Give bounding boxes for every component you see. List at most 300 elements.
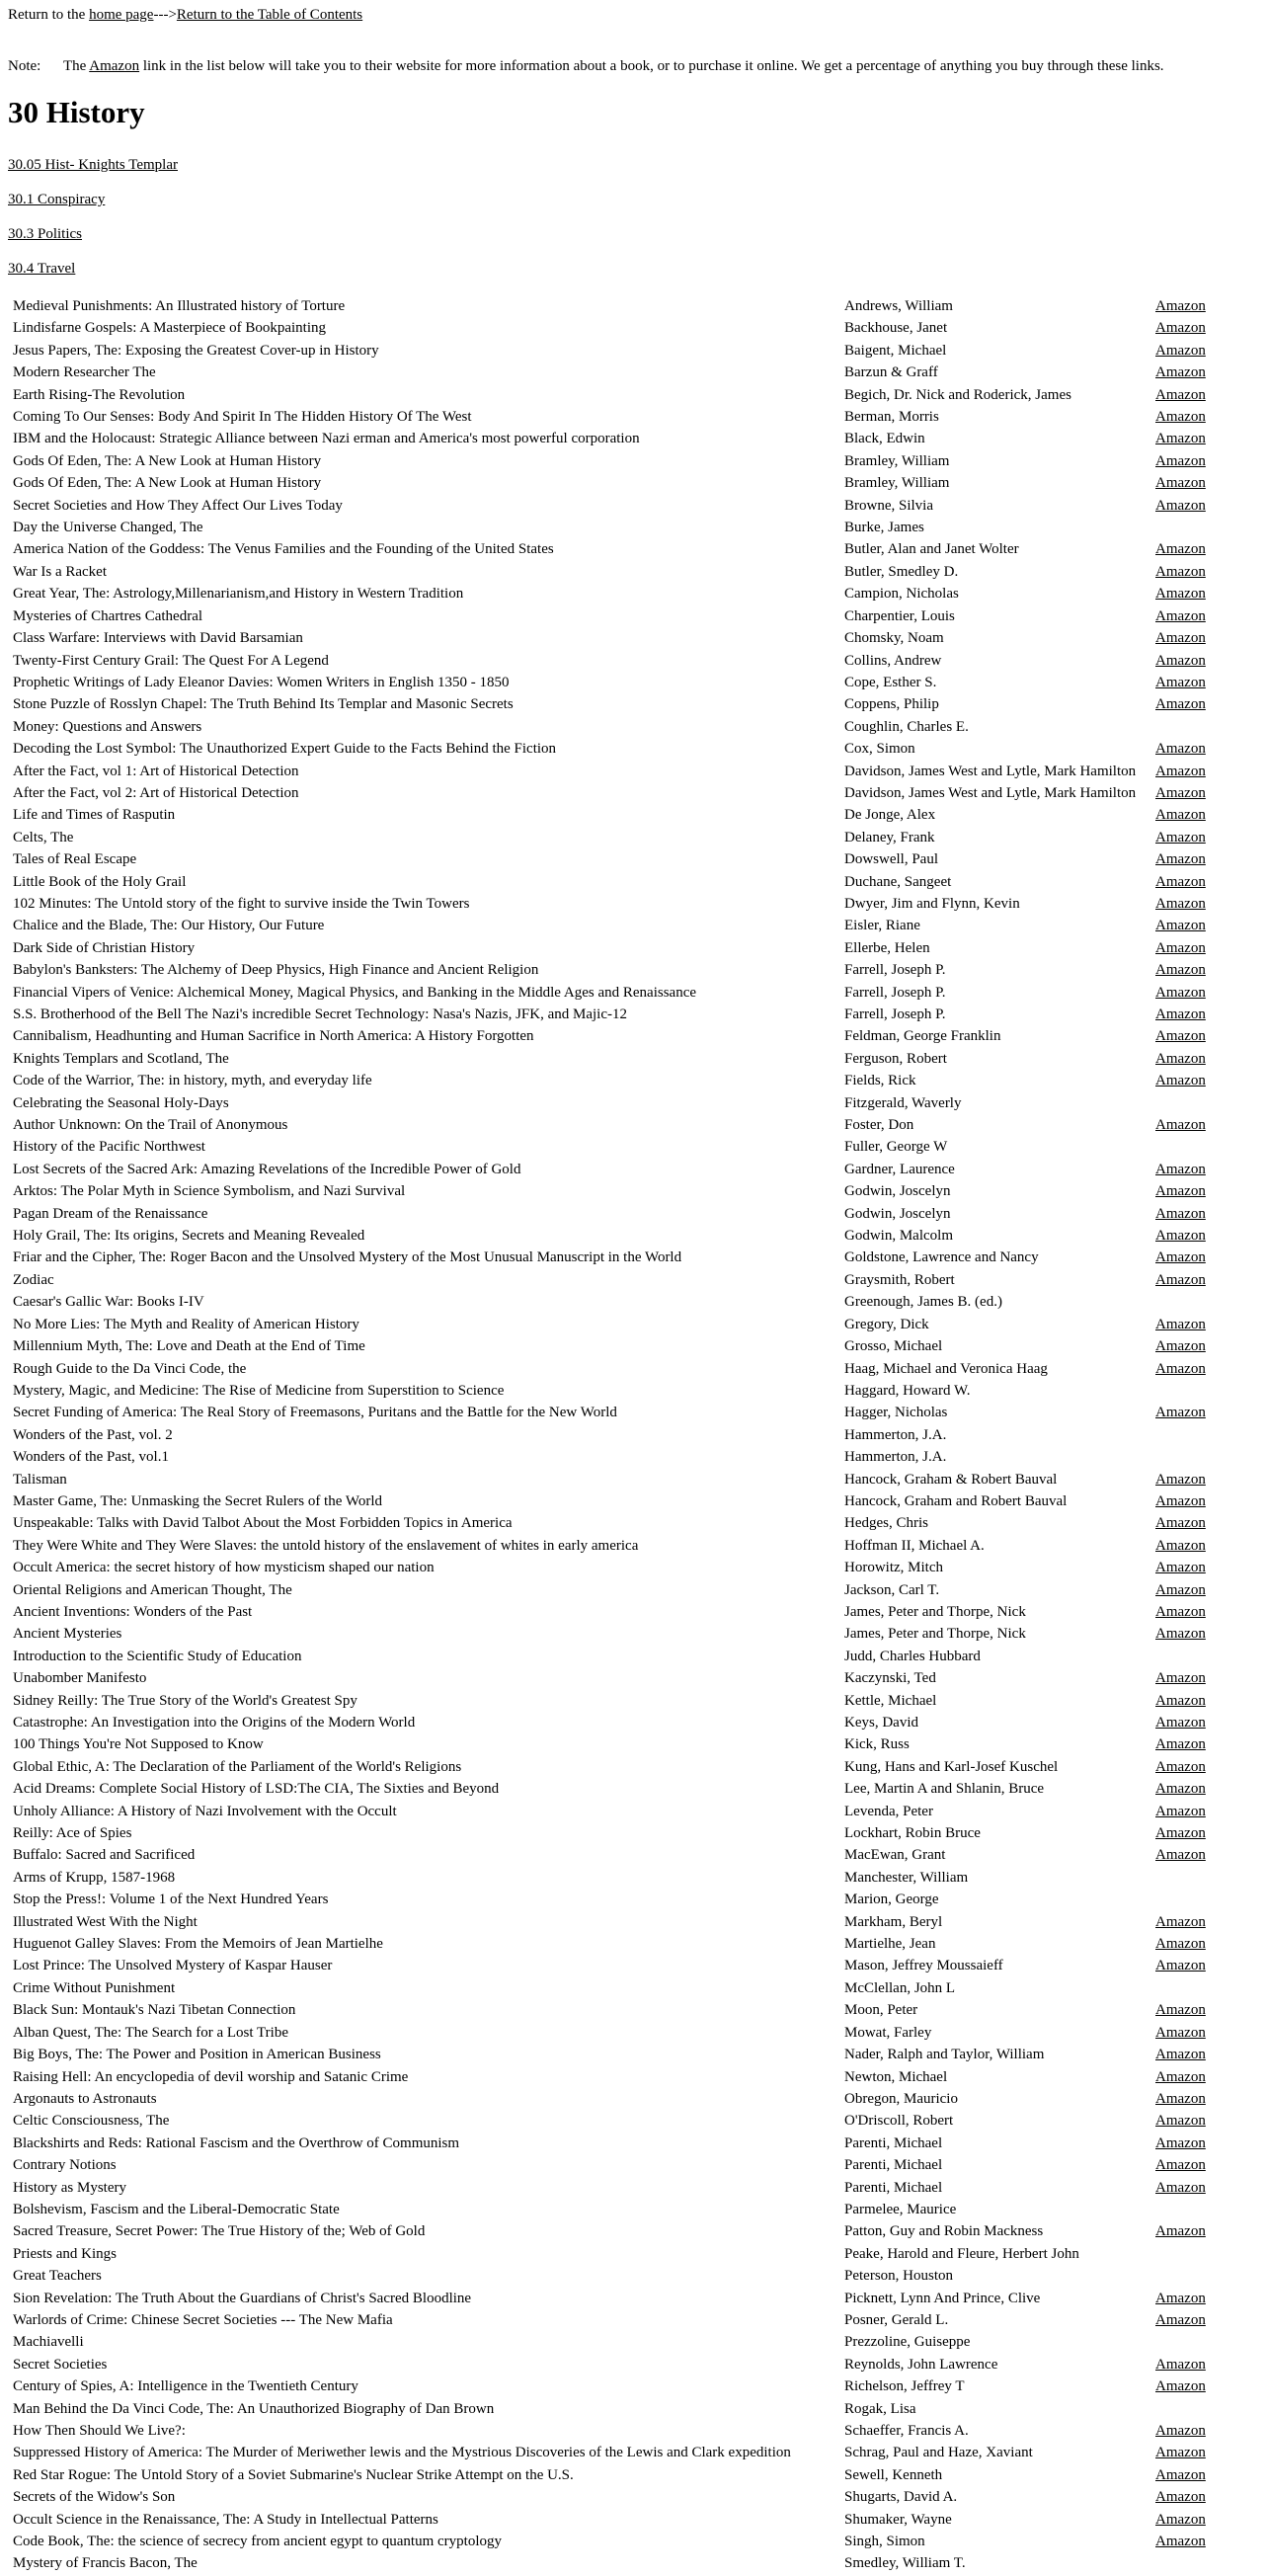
- book-author: Fields, Rick: [844, 1073, 916, 1089]
- table-row: [12, 341, 1266, 361]
- subsection-link-travel[interactable]: 30.4 Travel: [8, 261, 76, 277]
- book-link-cell: [1154, 2200, 1266, 2219]
- book-link-cell: [1154, 1536, 1266, 1556]
- book-link-cell: [1154, 1513, 1266, 1533]
- book-title: Ancient Mysteries: [13, 1626, 122, 1643]
- table-row: [12, 938, 1266, 958]
- amazon-link[interactable]: Amazon: [1155, 2024, 1206, 2041]
- amazon-link[interactable]: Amazon: [1155, 1249, 1206, 1266]
- book-link-cell: [1154, 894, 1266, 914]
- book-author: Newton, Michael: [844, 2068, 948, 2085]
- table-row: [12, 1934, 1266, 1954]
- book-title: Pagan Dream of the Renaissance: [13, 1205, 208, 1222]
- book-title: Code Book, The: the science of secrecy from ancient egypt to quantum cryptology: [13, 2534, 502, 2550]
- subsection-link-conspiracy[interactable]: 30.1 Conspiracy: [8, 192, 106, 207]
- table-row: [12, 2266, 1266, 2286]
- amazon-link[interactable]: Amazon: [1155, 2068, 1206, 2085]
- book-author: Markham, Beryl: [844, 1913, 943, 1930]
- book-link-cell: [1154, 762, 1266, 781]
- book-link-cell: [1154, 2376, 1266, 2396]
- book-title: Celebrating the Seasonal Holy-Days: [13, 1094, 229, 1111]
- table-row: [12, 1160, 1266, 1179]
- amazon-link[interactable]: Amazon: [1155, 984, 1206, 1001]
- book-author: Patton, Guy and Robin Mackness: [844, 2223, 1044, 2240]
- amazon-link[interactable]: Amazon: [1155, 2090, 1206, 2107]
- amazon-link[interactable]: Amazon: [1155, 1936, 1206, 1953]
- book-title: Oriental Religions and American Thought, The: [13, 1581, 292, 1598]
- amazon-link[interactable]: Amazon: [1155, 364, 1206, 381]
- book-link-cell: [1154, 407, 1266, 427]
- amazon-link[interactable]: Amazon: [1155, 1626, 1206, 1643]
- amazon-link[interactable]: Amazon: [1155, 1758, 1206, 1775]
- book-title: Celts, The: [13, 829, 74, 845]
- table-row: [12, 606, 1266, 626]
- table-row: [12, 2111, 1266, 2131]
- amazon-link[interactable]: Amazon: [1155, 2223, 1206, 2240]
- table-row: [12, 518, 1266, 537]
- table-row: [12, 2399, 1266, 2419]
- table-row: [12, 1890, 1266, 1909]
- amazon-link[interactable]: Amazon: [1155, 1028, 1206, 1045]
- book-title: Stone Puzzle of Rosslyn Chapel: The Truth Behind Its Templar and Masonic Secrets: [13, 696, 514, 713]
- amazon-link[interactable]: Amazon: [1155, 939, 1206, 956]
- book-author: Foster, Don: [844, 1117, 914, 1134]
- book-link-cell: [1154, 1912, 1266, 1932]
- book-author: Marion, George: [844, 1892, 939, 1908]
- amazon-link[interactable]: Amazon: [1155, 2511, 1206, 2528]
- amazon-link[interactable]: Amazon: [1155, 2489, 1206, 2506]
- book-title: Black Sun: Montauk's Nazi Tibetan Connection: [13, 2002, 296, 2019]
- book-author: Lee, Martin A and Shlanin, Bruce: [844, 1781, 1045, 1798]
- book-author: Singh, Simon: [844, 2534, 925, 2550]
- book-title: Lost Prince: The Unsolved Mystery of Kaspar Hauser: [13, 1958, 333, 1974]
- amazon-link[interactable]: Amazon: [1155, 1692, 1206, 1709]
- book-author: Mowat, Farley: [844, 2024, 932, 2041]
- amazon-link[interactable]: Amazon: [1155, 2134, 1206, 2151]
- book-author: Hagger, Nicholas: [844, 1405, 948, 1421]
- book-title: Sion Revelation: The Truth About the Guardians of Christ's Sacred Bloodline: [13, 2290, 472, 2306]
- book-link-cell: [1154, 1934, 1266, 1954]
- amazon-link[interactable]: Amazon: [1155, 741, 1206, 758]
- book-link-cell: [1154, 1624, 1266, 1644]
- amazon-link[interactable]: Amazon: [1155, 674, 1206, 690]
- table-row: [12, 2200, 1266, 2219]
- book-link-cell: [1154, 1248, 1266, 1267]
- book-title: Alban Quest, The: The Search for a Lost Tribe: [13, 2024, 288, 2041]
- book-title: Decoding the Lost Symbol: The Unauthorized Expert Guide to the Facts Behind the Fiction: [13, 741, 557, 758]
- amazon-link[interactable]: Amazon: [1155, 2378, 1206, 2395]
- book-link-cell: [1154, 1292, 1266, 1312]
- amazon-link[interactable]: Amazon: [1155, 1958, 1206, 1974]
- amazon-link[interactable]: Amazon: [1155, 1715, 1206, 1731]
- book-author: Posner, Gerald L.: [844, 2311, 949, 2328]
- amazon-link[interactable]: Amazon: [1155, 1781, 1206, 1798]
- amazon-link[interactable]: Amazon: [1155, 452, 1206, 469]
- book-title: Jesus Papers, The: Exposing the Greatest Cover-up in History: [13, 342, 379, 359]
- amazon-link[interactable]: Amazon: [1155, 1492, 1206, 1509]
- note-amazon-link[interactable]: Amazon: [89, 58, 140, 74]
- book-author: Browne, Silvia: [844, 497, 933, 514]
- book-title: Money: Questions and Answers: [13, 718, 202, 735]
- book-author: Mason, Jeffrey Moussaieff: [844, 1958, 1003, 1974]
- amazon-link[interactable]: Amazon: [1155, 586, 1206, 603]
- amazon-link[interactable]: Amazon: [1155, 895, 1206, 912]
- book-author: Hedges, Chris: [844, 1515, 928, 1532]
- book-title: 100 Things You're Not Supposed to Know: [13, 1736, 264, 1753]
- table-row: [12, 2067, 1266, 2087]
- table-row: [12, 694, 1266, 714]
- book-link-cell: [1154, 1160, 1266, 1179]
- amazon-link[interactable]: Amazon: [1155, 873, 1206, 890]
- book-title: After the Fact, vol 2: Art of Historical Detection: [13, 784, 299, 801]
- book-link-cell: [1154, 2465, 1266, 2485]
- table-row: [12, 1978, 1266, 1998]
- amazon-link[interactable]: Amazon: [1155, 475, 1206, 492]
- book-title: Argonauts to Astronauts: [13, 2090, 157, 2107]
- book-title: Tales of Real Escape: [13, 851, 137, 868]
- book-title: History of the Pacific Northwest: [13, 1139, 205, 1156]
- book-title: Wonders of the Past, vol.1: [13, 1449, 169, 1466]
- book-author: Barzun & Graff: [844, 364, 938, 381]
- book-author: Godwin, Joscelyn: [844, 1205, 951, 1222]
- amazon-link[interactable]: Amazon: [1155, 630, 1206, 647]
- book-author: Eisler, Riane: [844, 918, 920, 934]
- table-row: [12, 407, 1266, 427]
- amazon-link[interactable]: Amazon: [1155, 320, 1206, 337]
- book-author: Grosso, Michael: [844, 1338, 943, 1355]
- amazon-link[interactable]: Amazon: [1155, 563, 1206, 580]
- amazon-link[interactable]: Amazon: [1155, 541, 1206, 558]
- book-title: Mysteries of Chartres Cathedral: [13, 607, 203, 624]
- amazon-link[interactable]: Amazon: [1155, 1560, 1206, 1576]
- book-link-cell: [1154, 673, 1266, 692]
- book-author: Campion, Nicholas: [844, 586, 959, 603]
- book-author: James, Peter and Thorpe, Nick: [844, 1626, 1026, 1643]
- amazon-link[interactable]: Amazon: [1155, 696, 1206, 713]
- book-link-cell: [1154, 1336, 1266, 1356]
- book-title: Chalice and the Blade, The: Our History, Our Future: [13, 918, 325, 934]
- book-link-cell: [1154, 2289, 1266, 2308]
- book-title: Unholy Alliance: A History of Nazi Involvement with the Occult: [13, 1803, 397, 1819]
- table-row: [12, 584, 1266, 604]
- book-link-cell: [1154, 2000, 1266, 2020]
- book-link-cell: [1154, 2487, 1266, 2507]
- amazon-link[interactable]: Amazon: [1155, 1581, 1206, 1598]
- book-link-cell: [1154, 1137, 1266, 1157]
- amazon-link[interactable]: Amazon: [1155, 1271, 1206, 1288]
- book-author: McClellan, John L: [844, 1979, 956, 1996]
- amazon-link[interactable]: Amazon: [1155, 1825, 1206, 1842]
- book-link-cell: [1154, 385, 1266, 405]
- book-author: Godwin, Joscelyn: [844, 1183, 951, 1200]
- amazon-link[interactable]: Amazon: [1155, 1316, 1206, 1332]
- book-title: Lindisfarne Gospels: A Masterpiece of Bookpainting: [13, 320, 327, 337]
- book-table-body: [12, 296, 1266, 2574]
- book-author: Feldman, George Franklin: [844, 1028, 1001, 1045]
- book-author: Dowswell, Paul: [844, 851, 938, 868]
- amazon-link[interactable]: Amazon: [1155, 1073, 1206, 1089]
- book-author: Davidson, James West and Lytle, Mark Hamilton: [844, 763, 1137, 779]
- book-link-cell: [1154, 518, 1266, 537]
- book-link-cell: [1154, 2155, 1266, 2175]
- amazon-note: [8, 57, 1260, 75]
- table-row: [12, 983, 1266, 1003]
- subsection-link-knights-templar[interactable]: 30.05 Hist- Knights Templar: [8, 157, 178, 173]
- amazon-link[interactable]: Amazon: [1155, 2179, 1206, 2196]
- book-link-cell: [1154, 1093, 1266, 1113]
- amazon-link[interactable]: Amazon: [1155, 1537, 1206, 1554]
- book-author: Levenda, Peter: [844, 1803, 933, 1819]
- book-title: Reilly: Ace of Spies: [13, 1825, 132, 1842]
- book-link-cell: [1154, 1558, 1266, 1577]
- book-author: Ferguson, Robert: [844, 1050, 947, 1067]
- amazon-link[interactable]: Amazon: [1155, 1006, 1206, 1022]
- amazon-link[interactable]: Amazon: [1155, 298, 1206, 314]
- book-title: Illustrated West With the Night: [13, 1913, 198, 1930]
- book-title: Occult Science in the Renaissance, The: A Study in Intellectual Patterns: [13, 2511, 438, 2528]
- table-row: [12, 2221, 1266, 2241]
- book-author: Delaney, Frank: [844, 829, 935, 845]
- table-row: [12, 1624, 1266, 1644]
- amazon-link[interactable]: Amazon: [1155, 2445, 1206, 2461]
- book-link-cell: [1154, 2244, 1266, 2264]
- book-author: Keys, David: [844, 1715, 918, 1731]
- amazon-link[interactable]: Amazon: [1155, 497, 1206, 514]
- book-author: Prezzoline, Guiseppe: [844, 2334, 971, 2351]
- table-row: [12, 451, 1266, 471]
- table-row: [12, 872, 1266, 892]
- amazon-link[interactable]: Amazon: [1155, 431, 1206, 447]
- table-row: [12, 1204, 1266, 1224]
- amazon-link[interactable]: Amazon: [1155, 607, 1206, 624]
- amazon-link[interactable]: Amazon: [1155, 1405, 1206, 1421]
- amazon-link[interactable]: Amazon: [1155, 386, 1206, 403]
- book-title: Ancient Inventions: Wonders of the Past: [13, 1603, 253, 1620]
- amazon-link[interactable]: Amazon: [1155, 1847, 1206, 1864]
- book-title: Celtic Consciousness, The: [13, 2113, 170, 2130]
- book-title: Buffalo: Sacred and Sacrificed: [13, 1847, 196, 1864]
- amazon-link[interactable]: Amazon: [1155, 2423, 1206, 2439]
- book-author: Haggard, Howard W.: [844, 1382, 971, 1399]
- amazon-link[interactable]: Amazon: [1155, 851, 1206, 868]
- book-author: Richelson, Jeffrey T: [844, 2378, 965, 2395]
- book-author: Chomsky, Noam: [844, 630, 944, 647]
- amazon-link[interactable]: Amazon: [1155, 2534, 1206, 2550]
- book-link-cell: [1154, 2045, 1266, 2064]
- book-title: Secret Funding of America: The Real Story of Freemasons, Puritans and the Battle for the New World: [13, 1405, 617, 1421]
- amazon-link[interactable]: Amazon: [1155, 2113, 1206, 2130]
- book-link-cell: [1154, 1181, 1266, 1201]
- book-author: Duchane, Sangeet: [844, 873, 952, 890]
- book-author: Gardner, Laurence: [844, 1161, 955, 1177]
- amazon-link[interactable]: Amazon: [1155, 2311, 1206, 2328]
- amazon-link[interactable]: Amazon: [1155, 1803, 1206, 1819]
- table-row: [12, 1513, 1266, 1533]
- book-author: Ellerbe, Helen: [844, 939, 930, 956]
- book-title: Red Star Rogue: The Untold Story of a Soviet Submarine's Nuclear Strike Attempt on the U.S.: [13, 2466, 574, 2483]
- book-title: Global Ethic, A: The Declaration of the Parliament of the World's Religions: [13, 1758, 462, 1775]
- table-row: [12, 385, 1266, 405]
- book-author: Smedley, William T.: [844, 2555, 966, 2572]
- amazon-link[interactable]: Amazon: [1155, 1117, 1206, 1134]
- table-row: [12, 805, 1266, 825]
- book-link-cell: [1154, 2023, 1266, 2043]
- table-row: [12, 2244, 1266, 2264]
- book-author: Lockhart, Robin Bruce: [844, 1825, 981, 1842]
- table-row: [12, 2155, 1266, 2175]
- amazon-link[interactable]: Amazon: [1155, 2356, 1206, 2373]
- book-link-cell: [1154, 2067, 1266, 2087]
- book-title: Century of Spies, A: Intelligence in the Twentieth Century: [13, 2378, 358, 2395]
- amazon-link[interactable]: Amazon: [1155, 1670, 1206, 1687]
- book-link-cell: [1154, 1226, 1266, 1246]
- book-title: Secret Societies and How They Affect Our Lives Today: [13, 497, 343, 514]
- amazon-link[interactable]: Amazon: [1155, 1603, 1206, 1620]
- amazon-link[interactable]: Amazon: [1155, 2157, 1206, 2174]
- book-link-cell: [1154, 1491, 1266, 1511]
- book-link-cell: [1154, 2111, 1266, 2131]
- table-row: [12, 1071, 1266, 1090]
- amazon-link[interactable]: Amazon: [1155, 409, 1206, 426]
- home-page-link[interactable]: home page: [89, 7, 154, 23]
- book-title: Master Game, The: Unmasking the Secret Rulers of the World: [13, 1492, 382, 1509]
- table-row: [12, 651, 1266, 671]
- amazon-link[interactable]: Amazon: [1155, 2290, 1206, 2306]
- book-author: Manchester, William: [844, 1869, 969, 1886]
- book-link-cell: [1154, 1602, 1266, 1622]
- book-title: Millennium Myth, The: Love and Death at the End of Time: [13, 1338, 365, 1355]
- book-author: Hancock, Graham and Robert Bauval: [844, 1492, 1068, 1509]
- amazon-link[interactable]: Amazon: [1155, 1050, 1206, 1067]
- book-title: Zodiac: [13, 1271, 54, 1288]
- top-navigation: [8, 6, 1260, 24]
- table-row: [12, 2510, 1266, 2530]
- book-link-cell: [1154, 1691, 1266, 1711]
- book-title: Mystery of Francis Bacon, The: [13, 2555, 198, 2572]
- book-title: Friar and the Cipher, The: Roger Bacon and the Unsolved Mystery of the Most Unusual Manuscript in the World: [13, 1249, 682, 1266]
- book-author: Baigent, Michael: [844, 342, 947, 359]
- book-link-cell: [1154, 849, 1266, 869]
- book-title: Acid Dreams: Complete Social History of LSD:The CIA, The Sixties and Beyond: [13, 1781, 500, 1798]
- book-title: Gods Of Eden, The: A New Look at Human History: [13, 452, 322, 469]
- table-row: [12, 473, 1266, 493]
- amazon-link[interactable]: Amazon: [1155, 1228, 1206, 1245]
- book-author: Hammerton, J.A.: [844, 1426, 947, 1443]
- book-title: Man Behind the Da Vinci Code, The: An Unauthorized Biography of Dan Brown: [13, 2400, 495, 2417]
- book-link-cell: [1154, 2355, 1266, 2375]
- book-title: Class Warfare: Interviews with David Barsamian: [13, 630, 303, 647]
- book-link-cell: [1154, 1071, 1266, 1090]
- book-title: Lost Secrets of the Sacred Ark: Amazing Revelations of the Incredible Power of Gold: [13, 1161, 521, 1177]
- book-link-cell: [1154, 1868, 1266, 1888]
- book-title: History as Mystery: [13, 2179, 126, 2196]
- amazon-link[interactable]: Amazon: [1155, 829, 1206, 845]
- table-row: [12, 362, 1266, 382]
- amazon-link[interactable]: Amazon: [1155, 2047, 1206, 2063]
- table-row: [12, 1713, 1266, 1732]
- book-link-cell: [1154, 606, 1266, 626]
- amazon-link[interactable]: Amazon: [1155, 1515, 1206, 1532]
- book-title: Priests and Kings: [13, 2245, 117, 2262]
- subsection-link-politics[interactable]: 30.3 Politics: [8, 226, 83, 242]
- book-link-cell: [1154, 1647, 1266, 1666]
- table-row: [12, 762, 1266, 781]
- book-title: Prophetic Writings of Lady Eleanor Davies: Women Writers in English 1350 - 1850: [13, 674, 510, 690]
- table-row: [12, 916, 1266, 935]
- book-author: Obregon, Mauricio: [844, 2090, 958, 2107]
- book-author: Peterson, Houston: [844, 2268, 953, 2285]
- table-of-contents-link[interactable]: Return to the Table of Contents: [176, 7, 363, 23]
- amazon-link[interactable]: Amazon: [1155, 918, 1206, 934]
- table-row: [12, 717, 1266, 737]
- book-link-cell: [1154, 1470, 1266, 1489]
- amazon-link[interactable]: Amazon: [1155, 1161, 1206, 1177]
- book-link-cell: [1154, 584, 1266, 604]
- table-row: [12, 1359, 1266, 1379]
- table-row: [12, 960, 1266, 980]
- amazon-link[interactable]: Amazon: [1155, 2466, 1206, 2483]
- amazon-link[interactable]: Amazon: [1155, 1338, 1206, 1355]
- book-title: Life and Times of Rasputin: [13, 807, 176, 824]
- amazon-link[interactable]: Amazon: [1155, 962, 1206, 979]
- book-link-cell: [1154, 1270, 1266, 1290]
- book-link-cell: [1154, 783, 1266, 803]
- book-title: Dark Side of Christian History: [13, 939, 196, 956]
- book-author: Schaeffer, Francis A.: [844, 2423, 969, 2439]
- amazon-link[interactable]: Amazon: [1155, 1471, 1206, 1488]
- book-author: Parenti, Michael: [844, 2179, 943, 2196]
- table-row: [12, 1823, 1266, 1843]
- amazon-link[interactable]: Amazon: [1155, 1913, 1206, 1930]
- table-row: [12, 2421, 1266, 2441]
- amazon-link[interactable]: Amazon: [1155, 784, 1206, 801]
- book-author: Nader, Ralph and Taylor, William: [844, 2047, 1045, 2063]
- book-link-cell: [1154, 473, 1266, 493]
- page-title: 30 History: [8, 95, 145, 129]
- table-row: [12, 1668, 1266, 1688]
- table-row: [12, 1447, 1266, 1467]
- book-author: Rogak, Lisa: [844, 2400, 916, 2417]
- table-row: [12, 849, 1266, 869]
- book-author: Jackson, Carl T.: [844, 1581, 940, 1598]
- book-title: Arktos: The Polar Myth in Science Symbolism, and Nazi Survival: [13, 1183, 406, 1200]
- book-title: Warlords of Crime: Chinese Secret Societies --- The New Mafia: [13, 2311, 393, 2328]
- note-label: Note:: [8, 58, 41, 74]
- amazon-link[interactable]: Amazon: [1155, 342, 1206, 359]
- amazon-link[interactable]: Amazon: [1155, 652, 1206, 669]
- amazon-link[interactable]: Amazon: [1155, 2002, 1206, 2019]
- book-author: Parmelee, Maurice: [844, 2201, 957, 2217]
- amazon-link[interactable]: Amazon: [1155, 1205, 1206, 1222]
- table-row: [12, 1802, 1266, 1821]
- table-row: [12, 2553, 1266, 2573]
- book-author: Graysmith, Robert: [844, 1271, 955, 1288]
- book-title: Catastrophe: An Investigation into the Origins of the Modern World: [13, 1715, 416, 1731]
- book-link-cell: [1154, 694, 1266, 714]
- book-title: Introduction to the Scientific Study of Education: [13, 1648, 302, 1664]
- amazon-link[interactable]: Amazon: [1155, 1736, 1206, 1753]
- table-row: [12, 2178, 1266, 2198]
- table-row: [12, 539, 1266, 559]
- book-title: They Were White and They Were Slaves: the untold history of the enslavement of whites in early america: [13, 1537, 639, 1554]
- amazon-link[interactable]: Amazon: [1155, 1360, 1206, 1377]
- table-row: [12, 828, 1266, 847]
- amazon-link[interactable]: Amazon: [1155, 763, 1206, 779]
- amazon-link[interactable]: Amazon: [1155, 1183, 1206, 1200]
- table-row: [12, 1137, 1266, 1157]
- table-row: [12, 2487, 1266, 2507]
- amazon-link[interactable]: Amazon: [1155, 807, 1206, 824]
